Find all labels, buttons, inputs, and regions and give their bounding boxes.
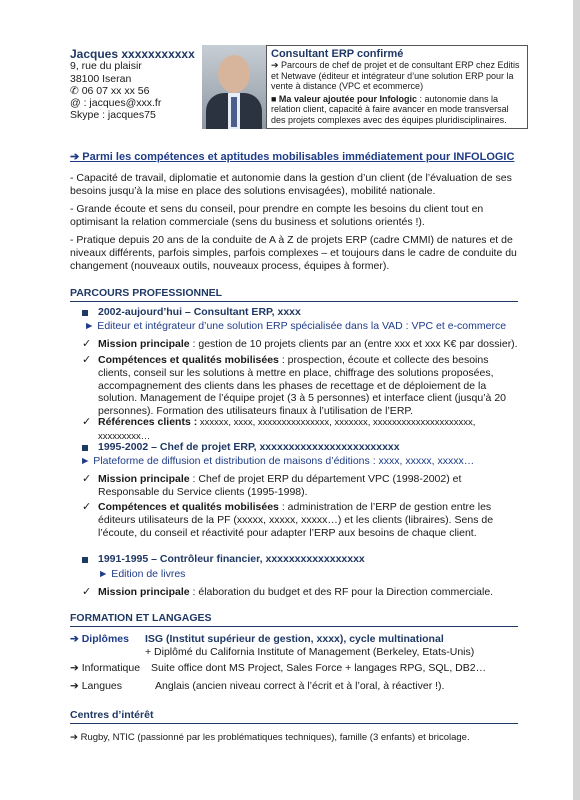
- check-icon: ✓: [82, 473, 92, 485]
- informatique-row: [70, 662, 520, 675]
- intro-paragraph-2: - Grande écoute et sens du conseil, pour prendre en compte les besoins du client tout en optimisant la relation commerciale (sens du business et solutions orientés !).: [70, 203, 484, 228]
- summary-line: ➔ Parcours de chef de projet et de consultant ERP chez Editis et Netwave (éditeur et intégrateur d’une solution ERP pour la vente à distance (VPC et ecommerce): [271, 60, 520, 92]
- check-icon: ✓: [82, 586, 92, 598]
- summary-box: [266, 45, 528, 129]
- job-1-company: ► Editeur et intégrateur d’une solution ERP spécialisée dans la VAD : VPC et e-commerce: [84, 320, 507, 332]
- langues-row: [70, 680, 520, 693]
- diplome-1: ISG (Institut supérieur de gestion, xxxx), cycle multinational: [145, 633, 444, 645]
- job-1-skills: ✓ Compétences et qualités mobilisées : prospection, écoute et collecte des besoins clients, conseil sur les solutions à mettre en place, chiffrage des solutions proposées, accompagnement des clients dans les phases de recettage et de déploiement de la solution. Management de l’équipe projet (3 à 5 personnes) et interface client (jusqu’à 20 personnes). Formation des utilisateurs finaux à l’utilisation de l’ERP.: [82, 354, 506, 418]
- square-bullet-icon: [82, 445, 88, 451]
- job-1-references: ✓ Références clients : xxxxxx, xxxx, xxxxxxxxxxxxxxx, xxxxxxx, xxxxxxxxxxxxxxxxxxxxx, xxxxxxxxx…: [82, 416, 476, 442]
- job-1-mission: ✓ Mission principale : gestion de 10 projets clients par an (entre xxx et xxx K€ par dossier).: [82, 338, 518, 350]
- job-1-title: 2002-aujourd’hui – Consultant ERP, xxxx: [98, 306, 301, 318]
- langues-text: Anglais (ancien niveau correct à l’écrit et à l’oral, à réactiver !).: [155, 680, 445, 692]
- square-bullet-icon: [82, 557, 88, 563]
- email-line: @ : jacques@xxx.fr: [70, 97, 162, 110]
- job-2-title: 1995-2002 – Chef de projet ERP, xxxxxxxxxxxxxxxxxxxxxxxx: [98, 441, 400, 453]
- job-3-title-row: [70, 553, 520, 566]
- job-2-title-row: [70, 441, 520, 454]
- section-heading-parcours: PARCOURS PROFESSIONNEL: [70, 287, 518, 302]
- diplome-2: + Diplômé du California Institute of Management (Berkeley, Etats-Unis): [145, 646, 475, 658]
- summary-title: Consultant ERP confirmé: [271, 48, 404, 60]
- job-1-title-row: [70, 306, 520, 319]
- summary-value: [271, 94, 523, 126]
- job-3-title: 1991-1995 – Contrôleur financier, xxxxxxxxxxxxxxxxx: [98, 553, 365, 565]
- city-line: 38100 Iseran: [70, 72, 132, 85]
- check-icon: ✓: [82, 501, 92, 513]
- check-icon: ✓: [82, 354, 92, 366]
- page-scrollbar[interactable]: [573, 0, 580, 800]
- job-2-company: ► Plateforme de diffusion et distribution de maisons d’éditions : xxxx, xxxxx, xxxxx…: [80, 455, 475, 467]
- phone-line: ✆ 06 07 xx xx 56: [70, 84, 150, 97]
- address-line: 9, rue du plaisir: [70, 60, 142, 73]
- section-heading-interets: Centres d’intérêt: [70, 709, 518, 724]
- job-3-company: ► Edition de livres: [98, 568, 186, 580]
- check-icon: ✓: [82, 416, 92, 428]
- job-2-skills: ✓ Compétences et qualités mobilisées : administration de l’ERP de gestion entre les éditeurs utilisateurs de la PF (xxxxx, xxxxx, xxxxx…) et les clients (libraires). Sens de l’écoute, du conseil et réactivité pour adapter l’ERP aux besoins de chaque client.: [82, 501, 494, 539]
- value-text: : autonomie dans la relation client, capacité à faire avancer en mode transversal des projets complexes avec des équipes pluridisciplinaires.: [271, 93, 509, 125]
- interets-text: ➔ Rugby, NTIC (passionné par les problématiques techniques), famille (3 enfants) et bricolage.: [70, 732, 470, 743]
- job-2-mission: ✓ Mission principale : Chef de projet ERP du département VPC (1998-2002) et Responsable du Service clients (1995-1998).: [82, 473, 462, 498]
- diplomes-row: [70, 633, 520, 646]
- job-3-mission: ✓ Mission principale : élaboration du budget et des RF pour la Direction commerciale.: [82, 586, 494, 598]
- contact-block: [70, 48, 195, 122]
- intro-paragraph-3: - Pratique depuis 20 ans de la conduite de A à Z de projets ERP (cadre CMMI) de natures et de niveaux différents, parfois simples, parfois complexes – et toujours dans le cadre de conduite du changement (nouveaux outils, nouveaux process, équipes à former).: [70, 234, 517, 272]
- value-label: ■ Ma valeur ajoutée pour Infologic: [271, 93, 417, 104]
- candidate-name: Jacques xxxxxxxxxxx: [70, 47, 195, 61]
- informatique-text: Suite office dont MS Project, Sales Force + langages RPG, SQL, DB2…: [151, 662, 487, 674]
- square-bullet-icon: [82, 310, 88, 316]
- section-heading-formation: FORMATION ET LANGAGES: [70, 612, 518, 627]
- langues-label: ➔ Langues: [70, 680, 123, 692]
- check-icon: ✓: [82, 338, 92, 350]
- intro-title: ➔ Parmi les compétences et aptitudes mobilisables immédiatement pour INFOLOGIC: [70, 151, 515, 163]
- diplomes-label: ➔ Diplômes: [70, 633, 129, 645]
- intro-paragraph-1: - Capacité de travail, diplomatie et autonomie dans la gestion d’un client (de l’évaluation de ses besoins jusqu’à la mise en place des solutions envisagées), mobilité nationale.: [70, 172, 512, 197]
- candidate-photo: [202, 45, 266, 129]
- skype-line: Skype : jacques75: [70, 109, 156, 122]
- informatique-label: ➔ Informatique: [70, 662, 141, 674]
